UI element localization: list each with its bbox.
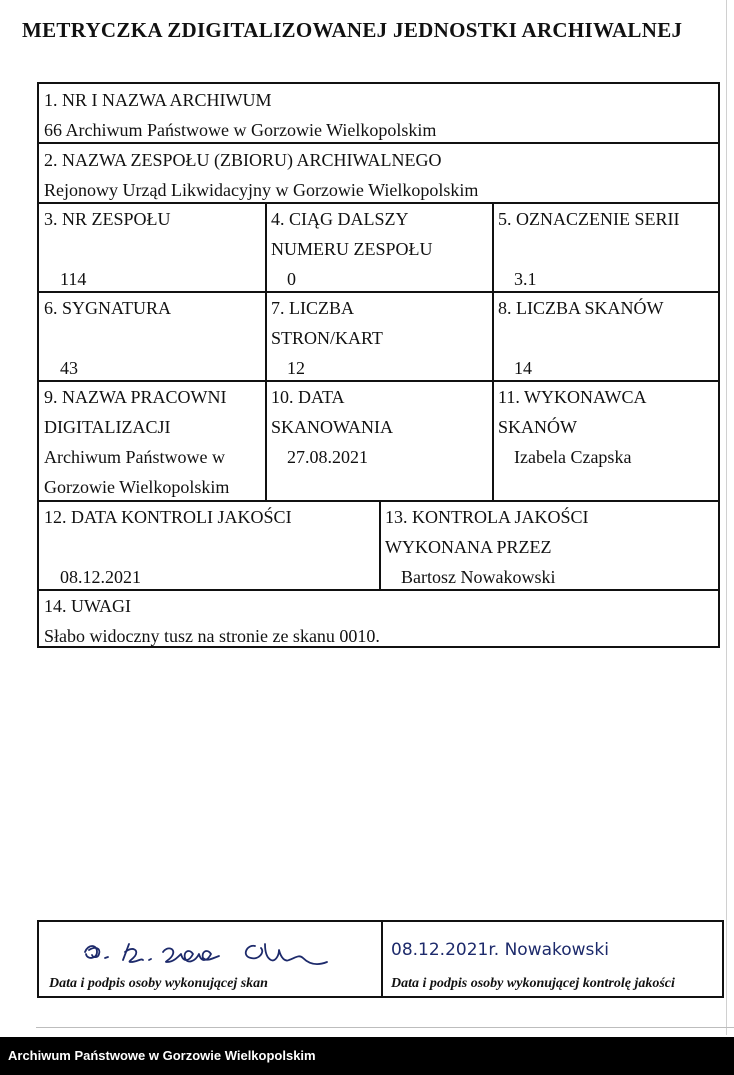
- field-value: Słabo widoczny tusz na stronie ze skanu 0010.: [44, 626, 380, 646]
- field-label: SKANÓW: [498, 417, 577, 437]
- field-value: 0: [287, 269, 296, 289]
- field-label: 2. NAZWA ZESPOŁU (ZBIORU) ARCHIWALNEGO: [44, 150, 442, 170]
- scanner-signature-caption: Data i podpis osoby wykonującej skan: [49, 976, 268, 991]
- field-scans: [498, 293, 664, 383]
- scanner-signature-scribble: [79, 930, 349, 974]
- field-value: 43: [60, 358, 78, 378]
- field-label: SKANOWANIA: [271, 417, 393, 437]
- col-divider: [265, 202, 267, 500]
- field-signature: [44, 293, 171, 383]
- field-label: 13. KONTROLA JAKOŚCI: [385, 507, 589, 527]
- col-divider: [492, 202, 494, 500]
- field-scanner: [498, 382, 647, 472]
- field-archive: [44, 85, 436, 145]
- field-value: Bartosz Nowakowski: [401, 567, 556, 587]
- field-label: 7. LICZBA: [271, 298, 354, 318]
- field-continuation: [271, 204, 433, 294]
- field-label: WYKONANA PRZEZ: [385, 537, 552, 557]
- page-edge: [726, 0, 727, 1035]
- field-label: 11. WYKONAWCA: [498, 387, 647, 407]
- scan-edge-line: [36, 1027, 734, 1028]
- field-label: 6. SYGNATURA: [44, 298, 172, 318]
- field-notes: [44, 591, 380, 651]
- field-series: [498, 204, 679, 294]
- field-label: 3. NR ZESPOŁU: [44, 209, 171, 229]
- field-label: 8. LICZBA SKANÓW: [498, 298, 664, 318]
- field-label: NUMERU ZESPOŁU: [271, 239, 433, 259]
- field-label: 1. NR I NAZWA ARCHIWUM: [44, 90, 272, 110]
- field-label: DIGITALIZACJI: [44, 417, 171, 437]
- field-value: 3.1: [514, 269, 537, 289]
- field-label: 10. DATA: [271, 387, 345, 407]
- field-label: 5. OZNACZENIE SERII: [498, 209, 680, 229]
- signature-box: [37, 920, 724, 998]
- field-label: 9. NAZWA PRACOWNI: [44, 387, 227, 407]
- qc-signature-handwriting: 08.12.2021r. Nowakowski: [391, 940, 609, 960]
- field-fonds-no: [44, 204, 171, 294]
- field-studio: [44, 382, 229, 502]
- field-qc-by: [385, 502, 589, 592]
- field-value: 14: [514, 358, 532, 378]
- page-title: METRYCZKA ZDIGITALIZOWANEJ JEDNOSTKI ARCHIWALNEJ: [22, 18, 683, 42]
- field-value: 66 Archiwum Państwowe w Gorzowie Wielkopolskim: [44, 120, 437, 140]
- field-scan-date: [271, 382, 393, 472]
- field-value: Rejonowy Urząd Likwidacyjny w Gorzowie Wielkopolskim: [44, 180, 479, 200]
- field-value: Archiwum Państwowe w: [44, 447, 225, 467]
- field-value: 27.08.2021: [287, 447, 368, 467]
- field-label: STRON/KART: [271, 328, 383, 348]
- signature-divider: [381, 922, 383, 996]
- field-value: 12: [287, 358, 305, 378]
- field-qc-date: [44, 502, 292, 592]
- field-label: 12. DATA KONTROLI JAKOŚCI: [44, 507, 292, 527]
- field-pages: [271, 293, 383, 383]
- field-value: Izabela Czapska: [514, 447, 632, 467]
- col-divider: [379, 500, 381, 589]
- qc-signature-caption: Data i podpis osoby wykonującej kontrolę jakości: [391, 976, 675, 991]
- footer-archive-name: Archiwum Państwowe w Gorzowie Wielkopolskim: [8, 1048, 316, 1063]
- field-label: 14. UWAGI: [44, 596, 131, 616]
- field-fonds-name: [44, 145, 478, 205]
- footer-bar: [0, 1037, 734, 1075]
- field-value: 114: [60, 269, 87, 289]
- metadata-form: [37, 82, 720, 648]
- field-value: Gorzowie Wielkopolskim: [44, 477, 230, 497]
- field-label: 4. CIĄG DALSZY: [271, 209, 409, 229]
- field-value: 08.12.2021: [60, 567, 141, 587]
